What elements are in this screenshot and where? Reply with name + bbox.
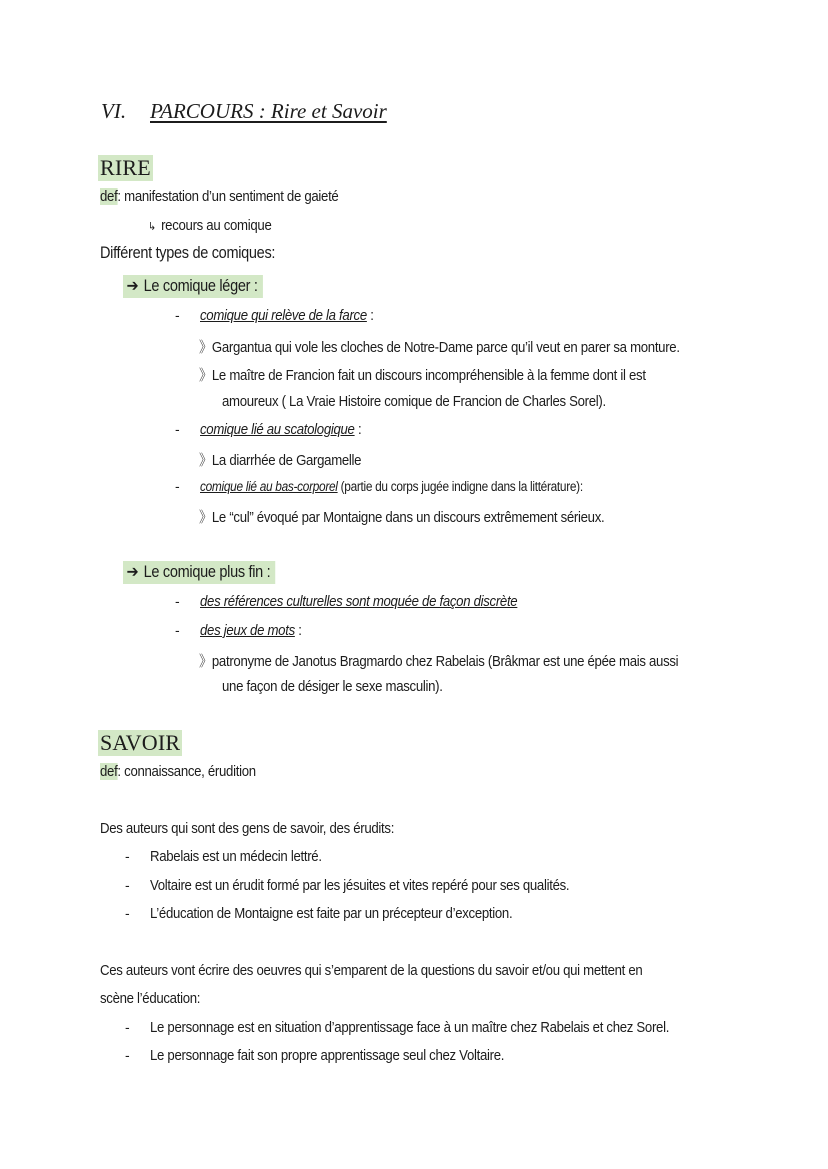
bullet-dash: - <box>175 478 180 494</box>
bullet-dash: - <box>175 421 180 437</box>
comique-leger-label: Le comique léger : <box>143 277 258 295</box>
bullet-dash: - <box>125 1019 130 1035</box>
item-label: comique qui relève de la farce <box>200 307 367 324</box>
savoir-definition <box>100 763 256 780</box>
section-title: PARCOURS : Rire et Savoir <box>150 99 387 123</box>
list-item: Le personnage fait son propre apprentissage seul chez Voltaire. <box>150 1047 505 1064</box>
example-line: 》patronyme de Janotus Bragmardo chez Rabelais (Brâkmar est une épée mais aussi <box>199 653 679 670</box>
list-item <box>200 421 361 438</box>
comique-fin-label: Le comique plus fin : <box>143 563 271 581</box>
example-line: 》Gargantua qui vole les cloches de Notre-Dame parce qu’il veut en parer sa monture. <box>199 339 680 356</box>
item-suffix: : <box>366 307 374 324</box>
comique-leger-heading <box>123 275 263 298</box>
def-text: : manifestation d’un sentiment de gaieté <box>117 188 339 205</box>
bullet-dash: - <box>125 905 130 921</box>
example-line: 》Le “cul” évoqué par Montaigne dans un discours extrêmement sérieux. <box>199 509 605 526</box>
item-label: comique lié au scatologique <box>200 421 355 438</box>
comique-fin-heading <box>123 561 276 584</box>
section-number: VI. <box>101 99 127 123</box>
bullet-dash: - <box>125 877 130 893</box>
item-label: comique lié au bas-corporel <box>200 479 338 494</box>
bullet-dash: - <box>175 593 180 609</box>
list-item: Voltaire est un érudit formé par les jésuites et vites repéré pour ses qualités. <box>150 877 570 894</box>
works-intro-line: scène l’éducation: <box>100 990 201 1007</box>
rire-definition <box>100 188 338 205</box>
def-label: def <box>100 188 118 205</box>
example-line: 》Le maître de Francion fait un discours incompréhensible à la femme dont il est <box>199 367 646 384</box>
item-label: des jeux de mots <box>200 622 295 639</box>
list-item: Rabelais est un médecin lettré. <box>150 848 322 865</box>
right-arrow-icon: ➔ <box>126 563 139 581</box>
item-suffix: : <box>354 421 362 438</box>
example-line: une façon de désiger le sexe masculin). <box>222 678 443 695</box>
bullet-dash: - <box>175 622 180 638</box>
list-item: L’éducation de Montaigne est faite par un précepteur d’exception. <box>150 905 513 922</box>
list-item <box>200 479 583 494</box>
def-label: def <box>100 763 118 780</box>
subpoint-text: recours au comique <box>161 217 272 234</box>
bullet-dash: - <box>125 848 130 864</box>
rire-subpoint <box>148 217 271 234</box>
list-item <box>200 622 302 639</box>
types-heading: Différent types de comiques: <box>100 244 276 262</box>
savoir-heading: SAVOIR <box>100 730 181 755</box>
def-text: : connaissance, érudition <box>117 763 256 780</box>
example-line: amoureux ( La Vraie Histoire comique de Francion de Charles Sorel). <box>222 393 606 410</box>
item-suffix: (partie du corps jugée indigne dans la littérature): <box>337 479 583 494</box>
example-line: 》La diarrhée de Gargamelle <box>199 452 362 469</box>
return-arrow-icon: ↳ <box>148 221 156 233</box>
item-suffix: : <box>294 622 302 639</box>
page-title <box>101 99 387 124</box>
list-item: Le personnage est en situation d’apprentissage face à un maître chez Rabelais et chez Sorel. <box>150 1019 670 1036</box>
rire-heading: RIRE <box>100 155 151 180</box>
works-intro-line: Ces auteurs vont écrire des oeuvres qui s’emparent de la questions du savoir et/ou qui mettent en <box>100 962 643 979</box>
bullet-dash: - <box>125 1047 130 1063</box>
right-arrow-icon: ➔ <box>126 277 139 295</box>
list-item <box>200 307 374 324</box>
authors-intro: Des auteurs qui sont des gens de savoir, des érudits: <box>100 820 395 837</box>
bullet-dash: - <box>175 307 180 323</box>
list-item <box>200 593 517 610</box>
item-label: des références culturelles sont moquée de façon discrète <box>200 593 518 610</box>
